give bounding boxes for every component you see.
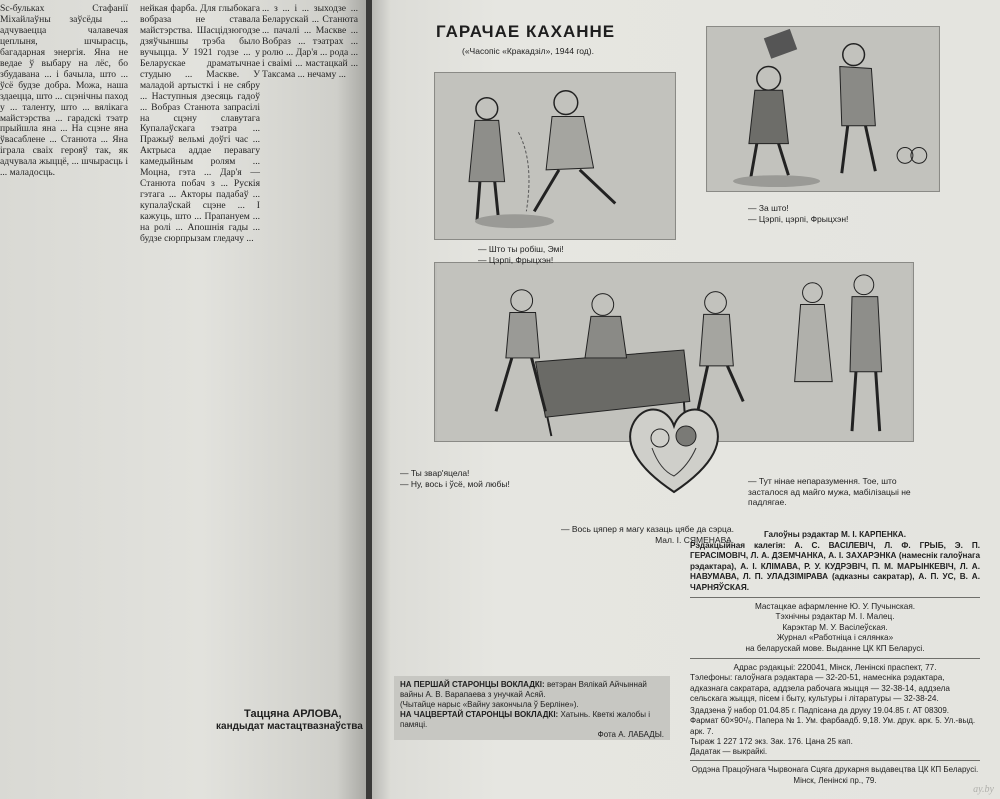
divider (690, 658, 980, 659)
cover-text: ветэран Вялікай Айчыннай вайны А. В. Варапаева з унучкай Асяй. (400, 680, 647, 699)
caption-line: — Вось цяпер я магу казаць цябе да сэрца. (560, 524, 734, 534)
phone-line: Тэлефоны: галоўнага рэдактара — 32-20-51, намесніка рэдактара, адказнага сакратара, аддзела рабочага жыцця — 32-38-14, аддзела сельскага жыцця, пісем і быту, культуры і літаратуры — 32-38-24. (690, 673, 950, 704)
print-line: Фармат 60×90¹/₈. Папера № 1. Ум. фарбаадб. 9,18. Ум. друк. арк. 5. Ул.-выд. арк. 7. (690, 716, 976, 736)
article-column-2 (140, 4, 260, 245)
caption-panel-2 (748, 203, 848, 224)
cartoon-panel-1 (434, 72, 676, 240)
printer-line: Ордэна Працоўнага Чырвонага Сцяга друкарня выдавецтва ЦК КП Беларусі. Мінск, Ленінскі пр., 79. (691, 765, 979, 785)
caption-line: — Што ты робіш, Эмі! (478, 244, 564, 254)
heart-drawing (622, 400, 726, 496)
editorial-credits (690, 530, 980, 705)
board-names: А. С. ВАСІЛЕВІЧ, Л. Ф. ГРЫБ, Э. П. ГЕРАСІМОВІЧ, Л. А. ДЗЕМЧАНКА, А. І. ЗАХАРЭНКА (намеснік галоўнага рэдактара), А. І. КЛІМАВА, Р. У. КУДРЭВІЧ, П. М. МАРЫНКЕВІЧ, Л. А. НАВУМАВА, Л. П. УЛАДЗІМІРАВА (адказны сакратар), А. П. УС, В. А. ЧАРНЯЎСКАЯ. (690, 540, 980, 592)
caption-line: — Цэрпі, Фрыцхэн! (478, 254, 554, 265)
staff-line: Журнал «Работніца і сялянка» (776, 633, 894, 643)
staff-line: на беларускай мове. Выданне ЦК КП Беларусі. (745, 643, 925, 653)
print-line: Дадатак — выкрайкі. (690, 747, 768, 757)
cover-label: НА ПЕРШАЙ СТАРОНЦЫ ВОКЛАДКІ: (400, 680, 545, 689)
address-line: Адрас рэдакцыі: 220041, Мінск, Ленінскі праспект, 77. (733, 662, 937, 672)
article-text: Sc-бульках Стафанії Міхайлаўны заўсёды ... адчуваецца чалавечая цеплыня, шчырасць, багадарная энергія. Яна не ведае ў выбару на лёс, бо збудавана ... і бачыла, што ... ўсё будзе добра. Можа, наша здаецца, што ... сцэнічны паход у ... таленту, што ... вялікага майстэрства ... гарадскі тэатр прыйшла яна ... На сцэне яна ўвасаблене ... Станюта ... Яна іграла сваіх герояў так, як адчувала жыццё, ... шчырасць і ... маладосць. (0, 3, 128, 179)
article-text: ... з ... і ... зыходзе ... Беларускай ... Станюта ... пачалі ... Маскве ... Вобраз ... тэатрах ... ролю ... Дар'я ... рода ... і сваімі ... мастацкай ... Таксама ... нечаму ... (262, 3, 358, 80)
page-title: ГАРАЧАЕ КАХАННЕ (436, 22, 616, 41)
illustrator-credit: Мал. І. СЯМЕНАВА. (655, 534, 734, 545)
cover-info-box (394, 676, 670, 740)
cartoon-drawing (435, 73, 675, 239)
caption-line: — Ну, вось і ўсё, мой любы! (400, 478, 510, 489)
photo-credit: Фота А. ЛАБАДЫ. (597, 730, 664, 739)
chief-editor: Галоўны рэдактар М. І. КАРПЕНКА. (764, 530, 906, 539)
divider (690, 597, 980, 598)
caption-line: — За што! (748, 203, 789, 213)
cover-label: НА ЧАЦВЕРТАЙ СТАРОНЦЫ ВОКЛАДКІ: (400, 710, 559, 719)
staff-line: Тэхнічны рэдактар М. І. Малец. (775, 612, 895, 622)
article-column-3 (262, 4, 358, 81)
caption-line: — Тут нінае непаразумення. Тое, што засталося ад майго мужа, мабілізацыі не падлягае. (748, 476, 911, 507)
article-column-1 (0, 4, 128, 179)
caption-panel-1 (478, 244, 564, 265)
staff-line: Карэктар М. У. Васілеўская. (782, 622, 888, 632)
left-page (0, 0, 366, 799)
watermark: ay.by (973, 784, 994, 795)
print-line: Здадзена ў набор 01.04.85 г. Падпісана да друку 19.04.85 г. АТ 08309. (690, 706, 950, 715)
cartoon-panel-2 (706, 26, 940, 192)
article-source: («Часопіс «Кракадзіл», 1944 год). (462, 46, 594, 56)
print-info (690, 706, 980, 786)
cartoon-drawing (707, 27, 939, 191)
caption-line: — Ты звар'яцела! (400, 468, 470, 478)
caption-line: — Цэрпі, цэрпі, Фрыцхэн! (748, 213, 849, 224)
author-role: кандыдат мастацтвазнаўства (216, 721, 363, 732)
cover-text: Хатынь. Кветкі жалобы і памяці. (400, 710, 650, 729)
right-page (372, 0, 1000, 799)
heart-cartoon-inset (622, 400, 726, 496)
divider (690, 760, 980, 761)
cover-subtext: (Чытайце нарыс «Вайну закончыла ў Берліне»). (400, 700, 579, 709)
caption-panel-3-left (400, 468, 510, 489)
staff-line: Мастацкае афармленне Ю. У. Пучынская. (754, 601, 916, 611)
editorial-board (690, 541, 980, 594)
board-label: Рэдакцыйная калегія: (690, 540, 786, 550)
caption-panel-3-right (748, 476, 928, 508)
author-name: Таццяна АРЛОВА, (244, 708, 342, 720)
print-line: Тыраж 1 227 172 экз. Зак. 176. Цана 25 кап. (690, 736, 853, 746)
article-text: нейкая фарба. Для глыбокага вобраза не ставала майстэрства. Шасцідзюгодзе дзяўчыншы трэба было вучыцца. У 1921 годзе ... у Беларускае драматычнае студыю ... Маскве. У маладой артысткі і не сябру ... Наступныя дзесяць гадоў ... Вобраз Станюта запрасілі на сцэну славутага Купалаўскага тэатра ... Пражыў вельмі доўгі час ... Актрыса аддае перавагу камедыйным ролям ... Моцна, гэта ... Дар'я — Станюта побач з ... Рускія гэтага ... Акторы падабаў ... купалаўскай сцэне ... І кажуць, што ... Прапануем ... на ролі ... Апошнія гады ... будзе сюрпрызам гледачу ... (140, 3, 260, 245)
